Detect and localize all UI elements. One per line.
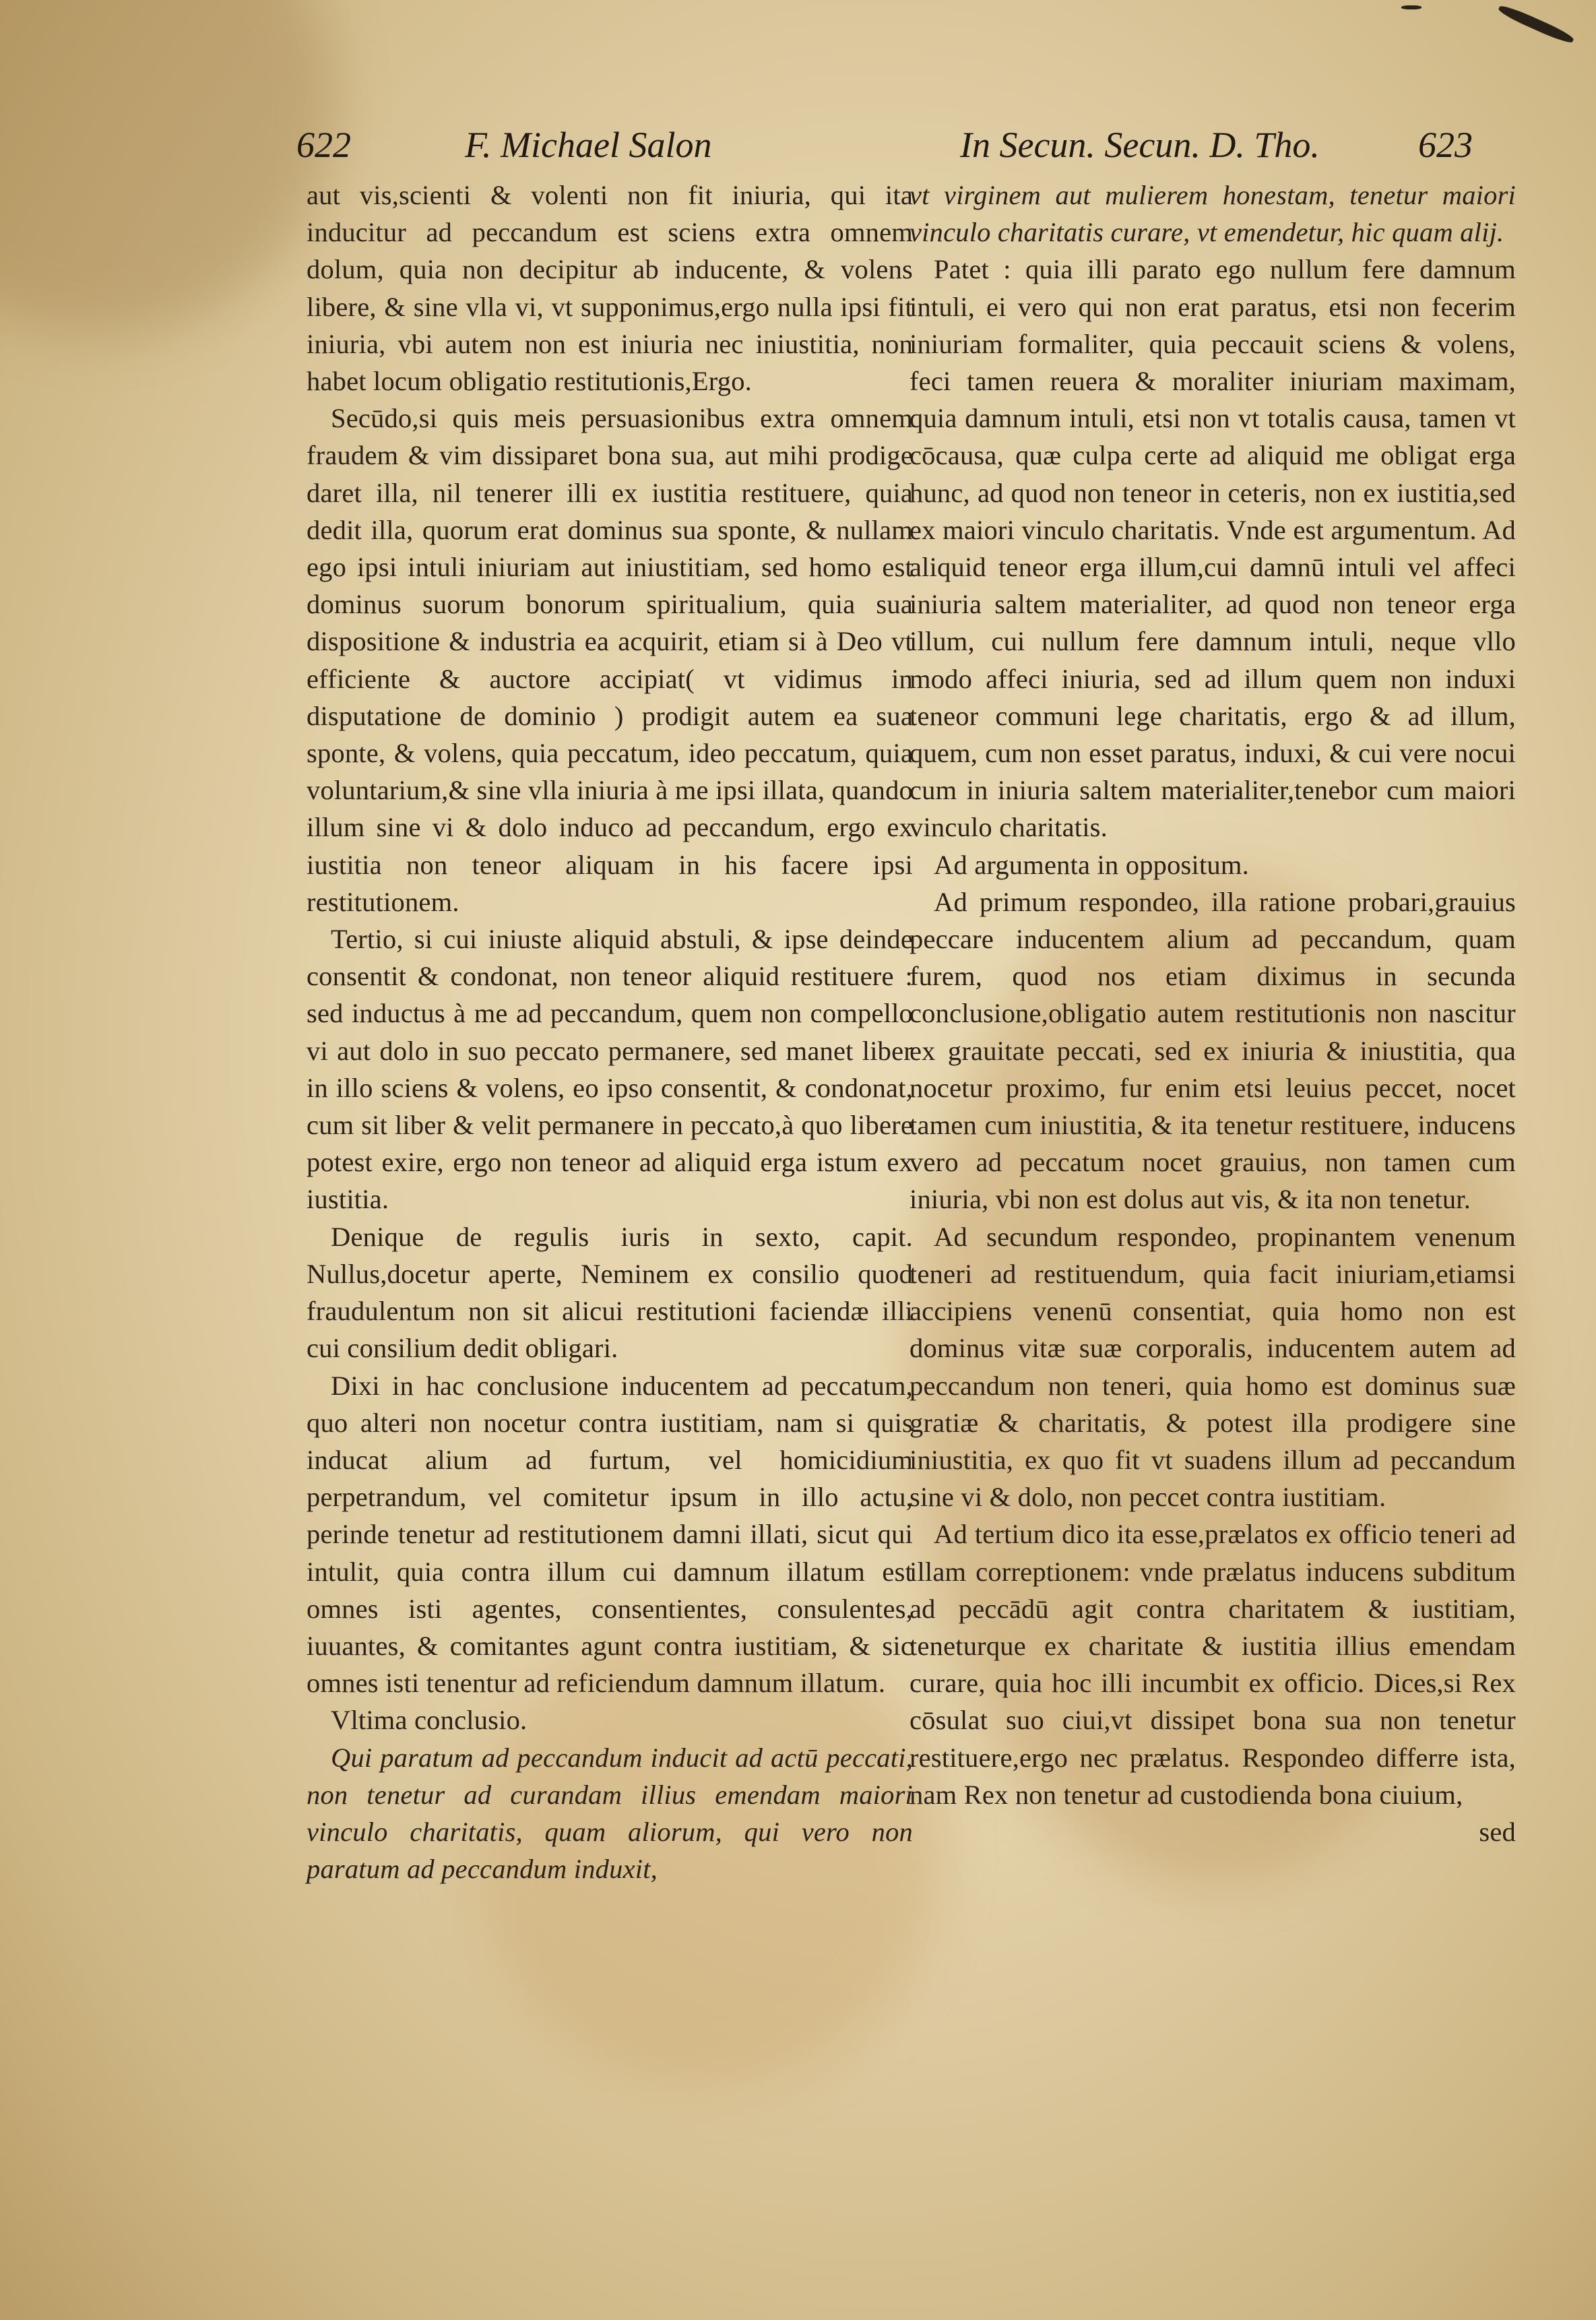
paragraph: Secūdo,si quis meis persuasionibus extra omnem fraudem & vim dissiparet bona sua, aut mihi prodige daret illa, nil tenerer illi ex iustitia restituere, quia dedit illa, quorum erat dominus sua sponte, & nullam ego ipsi intuli iniuriam aut iniustitiam, sed homo est dominus suorum bonorum spiritualium, quia sua dispositione & industria ea acquirit, etiam si à Deo vt efficiente & auctore accipiat( vt vidimus in disputatione de dominio ) prodigit autem ea sua sponte, & volens, quia peccatum, ideo peccatum, quia voluntarium,& sine vlla iniuria à me ipsi illata, quando illum sine vi & dolo induco ad peccandum, ergo ex iustitia non teneor aliquam in his facere ipsi restitutionem. <box>307 403 913 917</box>
paragraph: Patet : quia illi parato ego nullum fere damnum intuli, ei vero qui non erat paratus, etsi non fecerim iniuriam formaliter, quia peccauit sciens & volens, feci tamen reuera & moraliter iniuriam maximam, quia damnum intuli, etsi non vt totalis causa, tamen vt cōcausa, quæ culpa certe ad aliquid me obligat erga hunc, ad quod non teneor in ceteris, non ex iustitia,sed ex maiori vinculo charitatis. Vnde est argumentum. Ad aliquid teneor erga illum,cui damnū intuli vel affeci iniuria saltem materialiter, ad quod non teneor erga illum, cui nullum fere damnum intuli, neque vllo modo affeci iniuria, sed ad illum quem non induxi teneor communi lege charitatis, ergo & ad illum, quem, cum non esset paratus, induxi, & cui vere nocui cum in iniuria saltem materialiter,tenebor cum maiori vinculo charitatis. <box>909 254 1516 843</box>
left-page-number: 622 <box>296 125 351 165</box>
right-running-title: In Secun. Secun. D. Tho. <box>960 125 1320 165</box>
ink-mark <box>1497 3 1575 45</box>
catchword: sed <box>1479 1816 1516 1847</box>
right-page-number: 623 <box>1418 125 1473 165</box>
paragraph: Ad tertium dico ita esse,prælatos ex officio teneri ad illam correptionem: vnde prælatus inducens subditum ad peccādū agit contra charitatem & iustitiam, teneturque ex charitate & iustitia illius emendam curare, quia hoc illi incumbit ex officio. Dices,si Rex cōsulat suo ciui,vt dissipet bona sua non tenetur restituere,ergo nec prælatus. Respondeo differre ista, nam Rex non tenetur ad custodienda bona ciuium, <box>909 1519 1516 1810</box>
paragraph: Tertio, si cui iniuste aliquid abstuli, & ipse deinde consentit & condonat, non teneor aliquid restituere : sed inductus à me ad peccandum, quem non compello vi aut dolo in suo peccato permanere, sed manet liber in illo sciens & volens, eo ipso consentit, & condonat, cum sit liber & velit permanere in peccato,à quo libere potest exire, ergo non teneor ad aliquid erga istum ex iustitia. <box>307 924 913 1215</box>
paragraph: Ad secundum respondeo, propinantem venenum teneri ad restituendum, quia facit iniuriam,etiamsi accipiens venenū consentiat, quia homo non est dominus vitæ suæ corporalis, inducentem autem ad peccandum non teneri, quia homo est dominus suæ gratiæ & charitatis, & potest illa prodigere sine iniustitia, ex quo fit vt suadens illum ad peccandum sine vi & dolo, non peccet contra iustitiam. <box>909 1221 1516 1513</box>
conclusion-heading: Vltima conclusio. <box>331 1705 528 1736</box>
paragraph: Denique de regulis iuris in sexto, capit. Nullus,docetur aperte, Neminem ex consilio quod fraudulentum non sit alicui restitutioni faciendæ illi cui consilium dedit obligari. <box>307 1221 913 1364</box>
paragraph: aut vis,scienti & volenti non fit iniuria, qui ita inducitur ad peccandum est sciens extra omnem dolum, quia non decipitur ab inducente, & volens libere, & sine vlla vi, vt supponimus,ergo nulla ipsi fit iniuria, vbi autem non est iniuria nec iniustitia, non habet locum obligatio restitutionis,Ergo. <box>307 180 913 397</box>
left-running-title: F. Michael Salon <box>465 125 712 165</box>
section-heading: Ad argumenta in oppositum. <box>934 849 1249 880</box>
paper-stain <box>0 0 337 337</box>
right-text-column <box>909 177 1516 1850</box>
paragraph: vt virginem aut mulierem honestam, tenetur maiori vinculo charitatis curare, vt emendetur, hic quam alij. <box>909 180 1516 248</box>
left-text-column <box>307 177 913 1887</box>
paragraph: Dixi in hac conclusione inducentem ad peccatum, quo alteri non nocetur contra iustitiam, nam si quis inducat alium ad furtum, vel homicidium perpetrandum, vel comitetur ipsum in illo actu, perinde tenetur ad restitutionem damni illati, sicut qui intulit, quia contra illum cui damnum illatum est omnes isti agentes, consentientes, consulentes, iuuantes, & comitantes agunt contra iustitiam, & sic omnes isti tenentur ad reficiendum damnum illatum. <box>307 1370 913 1699</box>
conclusion-text: Qui paratum ad peccandum inducit ad actū peccati, non tenetur ad curandam illius emendam maiori vinculo charitatis, quam aliorum, qui vero non paratum ad peccandum induxit, <box>307 1742 913 1885</box>
ink-mark <box>1401 5 1422 9</box>
paragraph: Ad primum respondeo, illa ratione probari,grauius peccare inducentem alium ad peccandum, quam furem, quod nos etiam diximus in secunda conclusione,obligatio autem restitutionis non nascitur ex grauitate peccati, sed ex iniuria & iniustitia, qua nocetur proximo, fur enim etsi leuius peccet, nocet tamen cum iniustitia, & ita tenetur restituere, inducens vero ad peccatum nocet grauius, non tamen cum iniuria, vbi non est dolus aut vis, & ita non tenetur. <box>909 886 1516 1215</box>
